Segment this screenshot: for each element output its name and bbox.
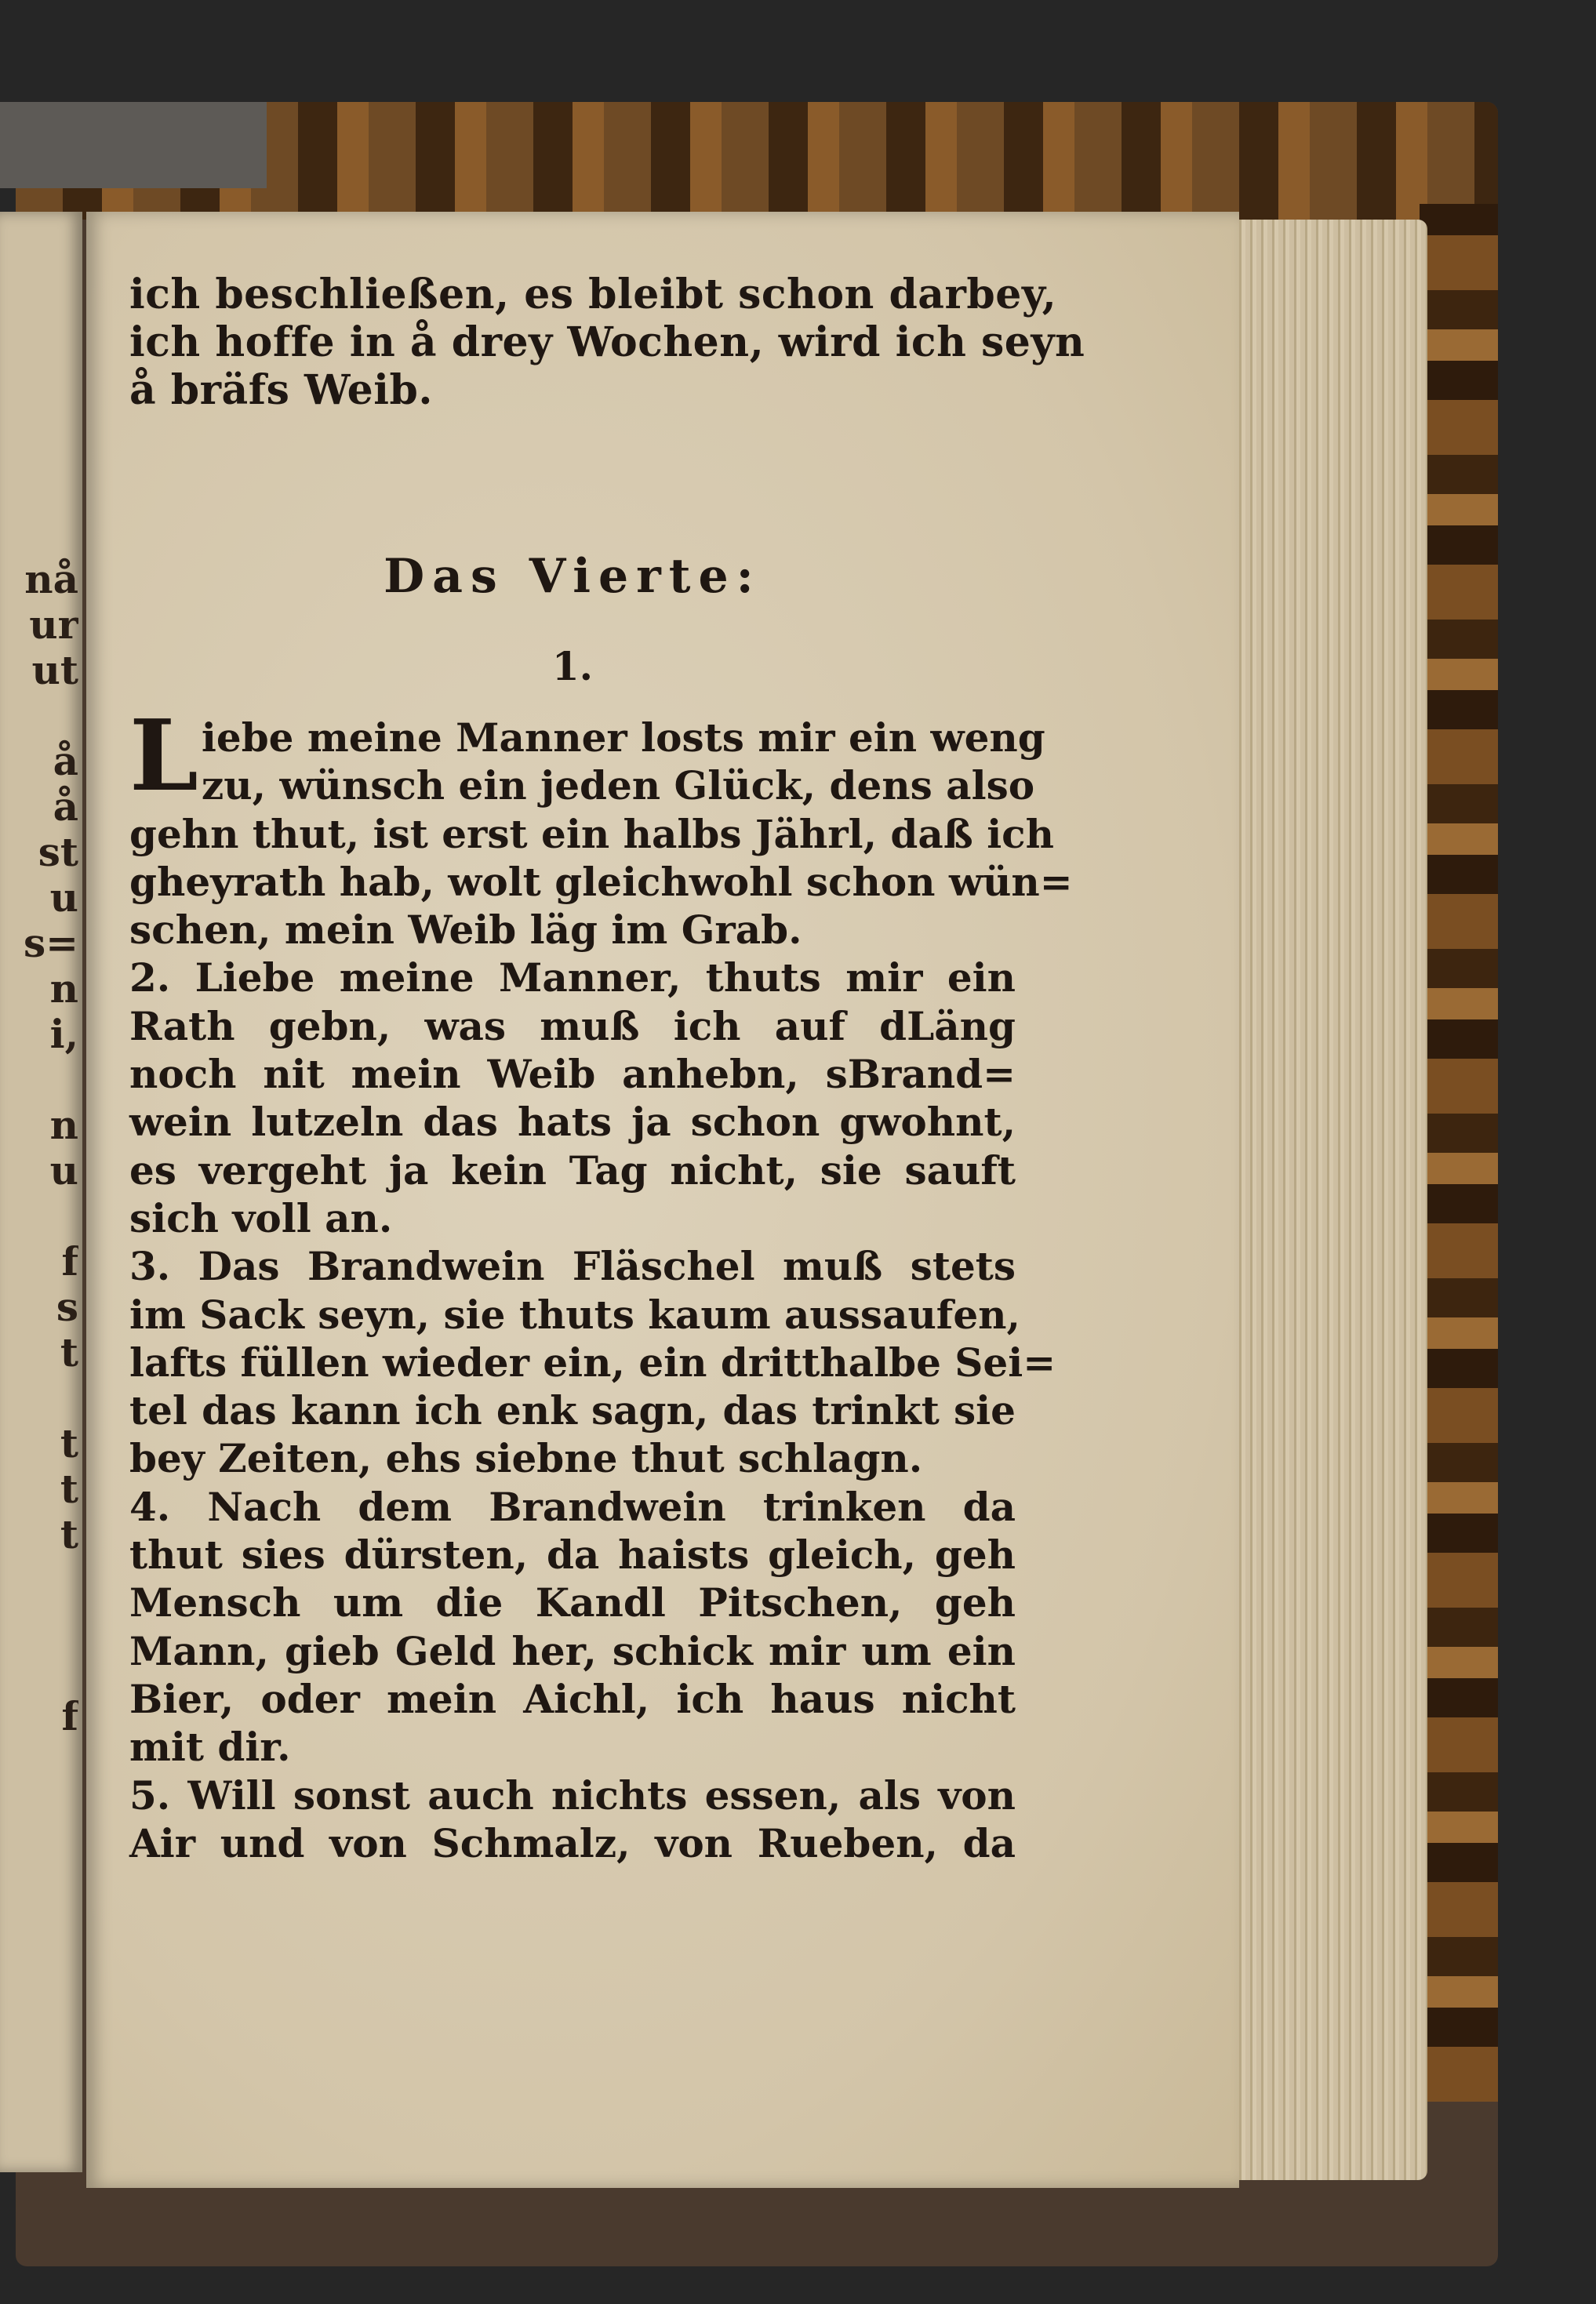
text-line: Rath gebn, was muß ich auf dLäng	[129, 1002, 1016, 1049]
left-page-fragment: ut	[31, 647, 78, 693]
text-line: 3. Das Brandwein Fläschel muß stets	[129, 1243, 1016, 1290]
text-line: Bier, oder mein Aichl, ich haus nicht	[129, 1675, 1016, 1722]
text-line: Mann, gieb Geld her, schick mir um ein	[129, 1627, 1016, 1674]
left-page-text-fragments	[0, 557, 78, 1739]
text-line: sich voll an.	[129, 1194, 393, 1241]
left-page-fragment: t	[60, 1466, 78, 1512]
left-page-fragment: f	[61, 1693, 78, 1739]
text-line: im Sack seyn, sie thuts kaum aussaufen,	[129, 1291, 1020, 1338]
text-line: Air und von Schmalz, von Rueben, da	[129, 1819, 1016, 1866]
left-page	[0, 212, 82, 2172]
text-line: lafts füllen wieder ein, ein dritthalbe Sei=	[129, 1339, 1056, 1386]
text-line: schen, mein Weib läg im Grab.	[129, 907, 802, 954]
left-page-fragment: n	[49, 965, 78, 1012]
left-page-fragment: n	[49, 1102, 78, 1148]
text-line: bey Zeiten, ehs siebne thut schlagn.	[129, 1435, 923, 1482]
section-heading: Das Vierte:	[384, 549, 762, 604]
left-page-fragment	[0, 1648, 78, 1694]
left-page-fragment: u	[49, 1147, 78, 1194]
left-page-fragment: t	[60, 1511, 78, 1557]
left-page-fragment	[0, 693, 78, 739]
text-line: wein lutzeln das hats ja schon gwohnt,	[129, 1099, 1016, 1146]
text-line: Mensch um die Kandl Pitschen, geh	[129, 1579, 1016, 1626]
top-text-block	[129, 271, 1085, 414]
text-line: es vergeht ja kein Tag nicht, sie sauft	[129, 1147, 1016, 1194]
text-line: tel das kann ich enk sagn, das trinkt sie	[129, 1387, 1016, 1434]
text-line: 2. Liebe meine Manner, thuts mir ein	[129, 954, 1016, 1001]
left-page-fragment	[0, 1557, 78, 1603]
drop-cap: L	[129, 699, 198, 813]
text-line: zu, wünsch ein jeden Glück, dens also	[201, 762, 1035, 809]
book-cover-right-edge	[1420, 204, 1498, 2102]
text-line: gehn thut, ist erst ein halbs Jährl, daß ich	[129, 810, 1054, 857]
left-page-fragment: t	[60, 1329, 78, 1375]
text-line: ich hoffe in å drey Wochen, wird ich seyn	[129, 318, 1085, 366]
stanza-number: 1.	[551, 643, 594, 689]
page-edges	[1223, 220, 1427, 2180]
left-page-fragment: ur	[29, 601, 78, 648]
left-page-fragment: s	[56, 1284, 78, 1330]
poem-body	[129, 699, 1073, 1867]
left-page-fragment: å	[53, 783, 78, 830]
left-page-fragment: f	[61, 1238, 78, 1285]
left-page-fragment: u	[49, 874, 78, 921]
book-spine	[0, 102, 267, 188]
left-page-fragment: nå	[24, 557, 78, 602]
left-page-fragment: å	[53, 738, 78, 784]
left-page-fragment	[0, 1057, 78, 1103]
text-line: 5. Will sonst auch nichts essen, als von	[129, 1772, 1016, 1819]
left-page-fragment: t	[60, 1420, 78, 1466]
left-page-fragment	[0, 1603, 78, 1648]
text-line: mit dir.	[129, 1724, 291, 1771]
text-line: 4. Nach dem Brandwein trinken da	[129, 1483, 1016, 1530]
text-line: thut sies dürsten, da haists gleich, geh	[129, 1532, 1016, 1579]
text-line: å bräfs Weib.	[129, 366, 433, 414]
left-page-fragment: s=	[23, 920, 78, 966]
left-page-fragment	[0, 1375, 78, 1421]
text-line: noch nit mein Weib anhebn, sBrand=	[129, 1051, 1016, 1098]
text-line: iebe meine Manner losts mir ein weng	[201, 714, 1045, 761]
text-line: ich beschließen, es bleibt schon darbey,	[129, 271, 1057, 318]
text-line: gheyrath hab, wolt gleichwohl schon wün=	[129, 858, 1073, 905]
left-page-fragment: i,	[49, 1011, 78, 1057]
left-page-fragment	[0, 1194, 78, 1239]
left-page-fragment: st	[38, 829, 78, 875]
